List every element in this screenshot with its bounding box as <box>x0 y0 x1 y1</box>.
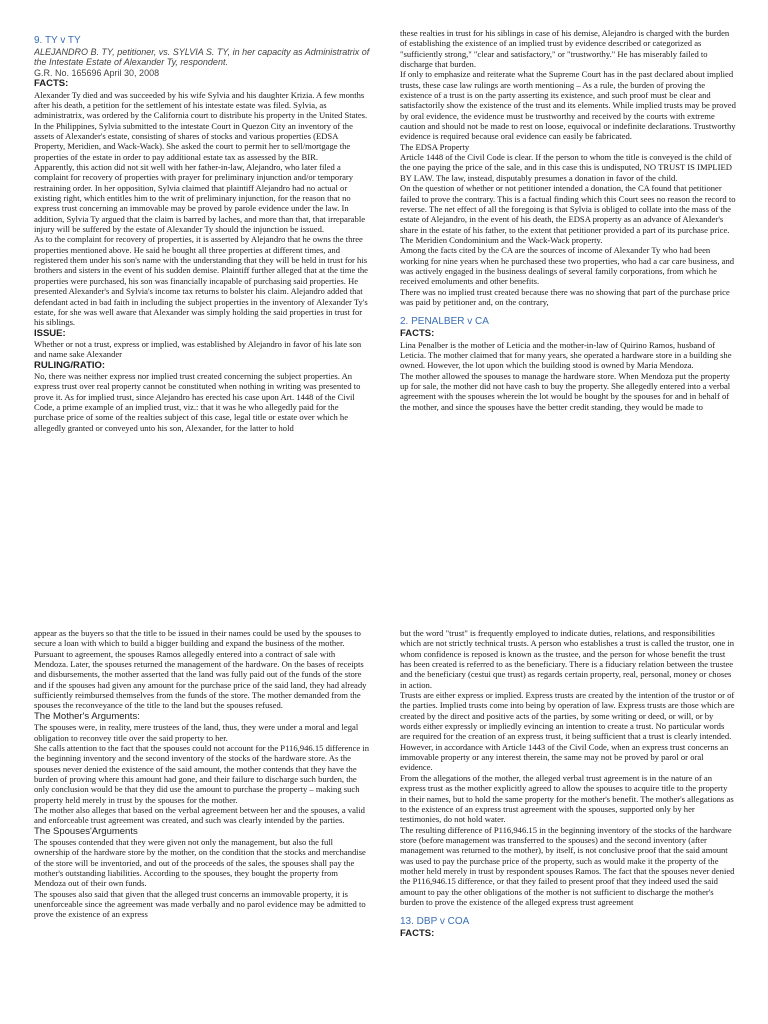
paragraph: Trusts are either express or implied. Express trusts are created by the intention of the trustor or of the parties. Implied trusts come into being by operation of law. Express trusts are those which are created by the direct and positive acts of the parties, by some writing or deed, or will, or by words either expressly or impliedly evincing an intention to create a trust. No particular words are required for the creation of an express trust, it being sufficient that a trust is clearly intended. However, in accordance with Article 1443 of the Civil Code, when an express trust concerns an immovable property or any interest therein, the same may not be proved by parol or oral evidence. <box>400 690 735 773</box>
section-label: FACTS: <box>400 928 435 940</box>
case-caption: G.R. No. 165696 April 30, 2008 <box>34 67 160 78</box>
column-bottom-right <box>400 628 736 940</box>
page-gap <box>0 566 768 624</box>
paragraph: The mother also alleges that based on the verbal agreement between her and the spouses, a valid and enforceable trust agreement was created, and such was clearly intended by the parties. <box>34 804 365 826</box>
paragraph: these realties in trust for his siblings in case of his demise, Alejandro is charged with the burden of establishing the existence of an implied trust by evidence described or categorized as "sufficiently strong," "clear and satisfactory," or "trustworthy." He has miserably failed to discharge that burden. <box>400 28 730 70</box>
paragraph: Pursuant to agreement, the spouses Ramos allegedly entered into a contract of sale with Mendoza. Later, the spouses returned the management of the hardware. On the bases of receipts and disbursements, the mother asserted that the land was fully paid out of the funds of the store and if the spouses had given any amount for the purchase price of the said land, they had already sufficiently reimbursed themselves from the funds of the store. The mother demanded from the spouses the reconveyance of the title to the land but the spouses refused. <box>34 648 367 711</box>
paragraph: Apparently, this action did not sit well with her father-in-law, Alejandro, who later filed a complaint for recovery of properties with prayer for preliminary injunction and/or temporary restraining order. In her opposition, Sylvia claimed that plaintiff Alejandro had no actual or existing right, which entitles him to the writ of preliminary injunction, for the reason that no express trust concerning an immovable may be proved by parole evidence under the law. In addition, Sylvia Ty argued that the claim is barred by laches, and more than that, that irreparable injury will be suffered by the estate of Alexander Ty should the injunction be issued. <box>34 162 366 235</box>
paragraph: Lina Penalber is the mother of Leticia and the mother-in-law of Quirino Ramos, husband of Leticia. The mother claimed that for many years, she operated a hardware store in a building she owned. However, the lot upon which the building stood is owned by Maria Mendoza. <box>400 339 732 371</box>
paragraph: On the question of whether or not petitioner intended a donation, the CA found that petitioner failed to prove the contrary. This is a factual finding which this Court sees no reason the record to reverse. The net effect of all the foregoing is that Sylvia is obliged to collate into the mass of the estate of Alejandro, in the event of his death, the EDSA property as an advance of Alexander's share in the estate of his father, to the extent that petitioner provided a part of its purchase price. <box>400 183 736 235</box>
section-label: The Spouses'Arguments <box>34 825 138 837</box>
paragraph: but the word "trust" is frequently employed to indicate duties, relations, and responsibilities which are not strictly technical trusts. A person who establishes a trust is called the trustor, one in whom confidence is reposed is known as the trustee, and the person for whose benefit the trust has been created is referred to as the beneficiary. There is a fiduciary relation between the trustee and the beneficiary (cestui que trust) as regards certain property, real, personal, money or choses in action. <box>400 628 735 690</box>
paragraph: The Meridien Condominium and the Wack-Wack property. <box>400 234 603 245</box>
case-heading: 2. PENALBER v CA <box>400 316 489 328</box>
section-label: RULING/RATIO: <box>34 359 106 371</box>
section-label: FACTS: <box>34 78 69 90</box>
column-top-left <box>34 32 370 433</box>
paragraph: The resulting difference of P116,946.15 in the beginning inventory of the stocks of the hardware store (before management was transferred to the spouses) and the second inventory (after management was returned to the mother), by itself, is not conclusive proof that the said amount was used to pay the purchase price of the property, such as would make it the property of the mother held merely in trust by respondent spouses Ramos. The fact that the spouses never denied the P116,946.15 difference, or that they failed to present proof that they indeed used the said amount to pay the other obligations of the mother is not sufficient to discharge the mother's burden to prove the existence of the alleged express trust agreement <box>400 824 735 907</box>
page-bottom <box>0 624 768 1024</box>
paragraph: If only to emphasize and reiterate what the Supreme Court has in the past declared about implied trusts, these case law rulings are worth mentioning – As a rule, the burden of proving the existence of a trust is on the party asserting its existence, and such proof must be clear and satisfactorily show the existence of the trust and its elements. While implied trusts may be proved by oral evidence, the evidence must be trustworthy and received by the courts with extreme caution and should not be made to rest on loose, equivocal or indefinite declarations. Trustworthy evidence is required because oral evidence can easily be fabricated. <box>400 69 736 142</box>
column-bottom-left <box>34 628 370 920</box>
paragraph: The spouses also said that given that the alleged trust concerns an immovable property, it is unenforceable since the agreement was made verbally and no parol evidence may be admitted to prove the existence of an express <box>34 888 366 920</box>
paragraph: Among the facts cited by the CA are the sources of income of Alexander Ty who had been working for nine years when he purchased these two properties, who had a car care business, and was actively engaged in the business dealings of several family corporations, from which he received emoluments and other benefits. <box>400 245 735 287</box>
column-top-right <box>400 28 736 412</box>
paragraph: The spouses contended that they were given not only the management, but also the full ownership of the hardware store by the mother, on the condition that the stocks and merchandise of the store will be inventoried, and out of the proceeds of the sales, the spouses shall pay the mother's outstanding liabilities. According to the spouses, they bought the property from Mendoza out of their own funds. <box>34 837 366 889</box>
paragraph: Article 1448 of the Civil Code is clear. If the person to whom the title is conveyed is the child of the one paying the price of the sale, and in this case this is undisputed, NO TRUST IS IMPLIED BY LAW. The law, instead, disputably presumes a donation in favor of the child. <box>400 152 732 183</box>
case-caption: ALEJANDRO B. TY, petitioner, vs. SYLVIA S. TY, in her capacity as Administratrix of the Intestate Estate of Alexander Ty, respondent. <box>34 47 370 68</box>
case-heading: 9. TY v TY <box>34 35 81 46</box>
paragraph: Whether or not a trust, express or implied, was established by Alejandro in favor of his late son and name sake Alexander <box>34 338 362 360</box>
paragraph: No, there was neither express nor implied trust created concerning the subject properties. An express trust over real property cannot be constituted when nothing in writing was presented to prove it. As for implied trust, since Alejandro has erected his case upon Art. 1448 of the Civil Code, a prime example of an implied trust, viz.: that it was he who allegedly paid for the purchase price of some of the realties subject of this case, legal title or estate over which he allegedly granted or conveyed unto his son, Alexander, for the latter to hold <box>34 371 361 433</box>
paragraph: The mother allowed the spouses to manage the hardware store. When Mendoza put the property up for sale, the mother did not have cash to buy the property. She allegedly entered into a verbal agreement with the spouses wherein the lot would be bought by the spouses for and in behalf of the mother, and since the spouses have the better credit standing, they would be made to <box>400 370 731 412</box>
section-label: FACTS: <box>400 328 435 340</box>
paragraph: appear as the buyers so that the title to be issued in their names could be used by the spouses to secure a loan with which to build a bigger building and expand the business of the mother. <box>34 628 361 649</box>
paragraph: The EDSA Property <box>400 141 470 152</box>
paragraph: There was no implied trust created because there was no showing that part of the purchase price was paid by petitioner and, on the contrary, <box>400 286 730 307</box>
section-label: ISSUE: <box>34 327 66 339</box>
paragraph: Alexander Ty died and was succeeded by his wife Sylvia and his daughter Krizia. A few months after his death, a petition for the settlement of his intestate estate was filed. Sylvia, as administratrix, was ordered by the California court to distribute his property in the United States. In the Philippines, Sylvia submitted to the intestate Court in Quezon City an inventory of the assets of Alexander's estate, consisting of shares of stocks and various properties (EDSA Property, Meridien, and Wack-Wack). She asked the court to permit her to sell/mortgage the properties of the estate in order to pay additional estate tax as assessed by the BIR. <box>34 89 368 162</box>
paragraph: As to the complaint for recovery of properties, it is asserted by Alejandro that he owns the three properties mentioned above. He said he bought all three properties at different times, and registered them under his son's name with the understanding that they will be held in trust for his brothers and sisters in the event of his sudden demise. Plaintiff further alleged that at the time the properties were purchased, his son was financially incapable of purchasing said properties. He presented Alexander's and Sylvia's income tax returns to bolster his claim. Alejandro added that defendant acted in bad faith in including the subject properties in the inventory of Alexander Ty's estate, for she was well aware that Alexander was simply holding the said properties in trust for his siblings. <box>34 234 368 328</box>
paragraph: She calls attention to the fact that the spouses could not account for the P116,946.15 difference in the beginning inventory and the second inventory of the stocks of the hardware store. As the spouses never denied the existence of the said amount, the mother contends that they have the burden of proving where this amount had gone, and their failure to discharge such burden, the only conclusion would be that they did use the amount to purchase the property – making such property held merely in trust by the spouses for the mother. <box>34 742 370 805</box>
section-label: The Mother's Arguments: <box>34 710 140 722</box>
paragraph: The spouses were, in reality, mere trustees of the land, thus, they were under a moral and legal obligation to reconvey title over the said property to her. <box>34 722 359 743</box>
case-heading: 13. DBP v COA <box>400 916 470 928</box>
paragraph: From the allegations of the mother, the alleged verbal trust agreement is in the nature of an express trust as the mother explicitly agreed to allow the spouses to acquire title to the property in their names, but to hold the same property for the mother's benefit. The mother's allegations as to the existence of an express trust agreement with the spouses, supported only by her testimonies, do not hold water. <box>400 772 734 825</box>
